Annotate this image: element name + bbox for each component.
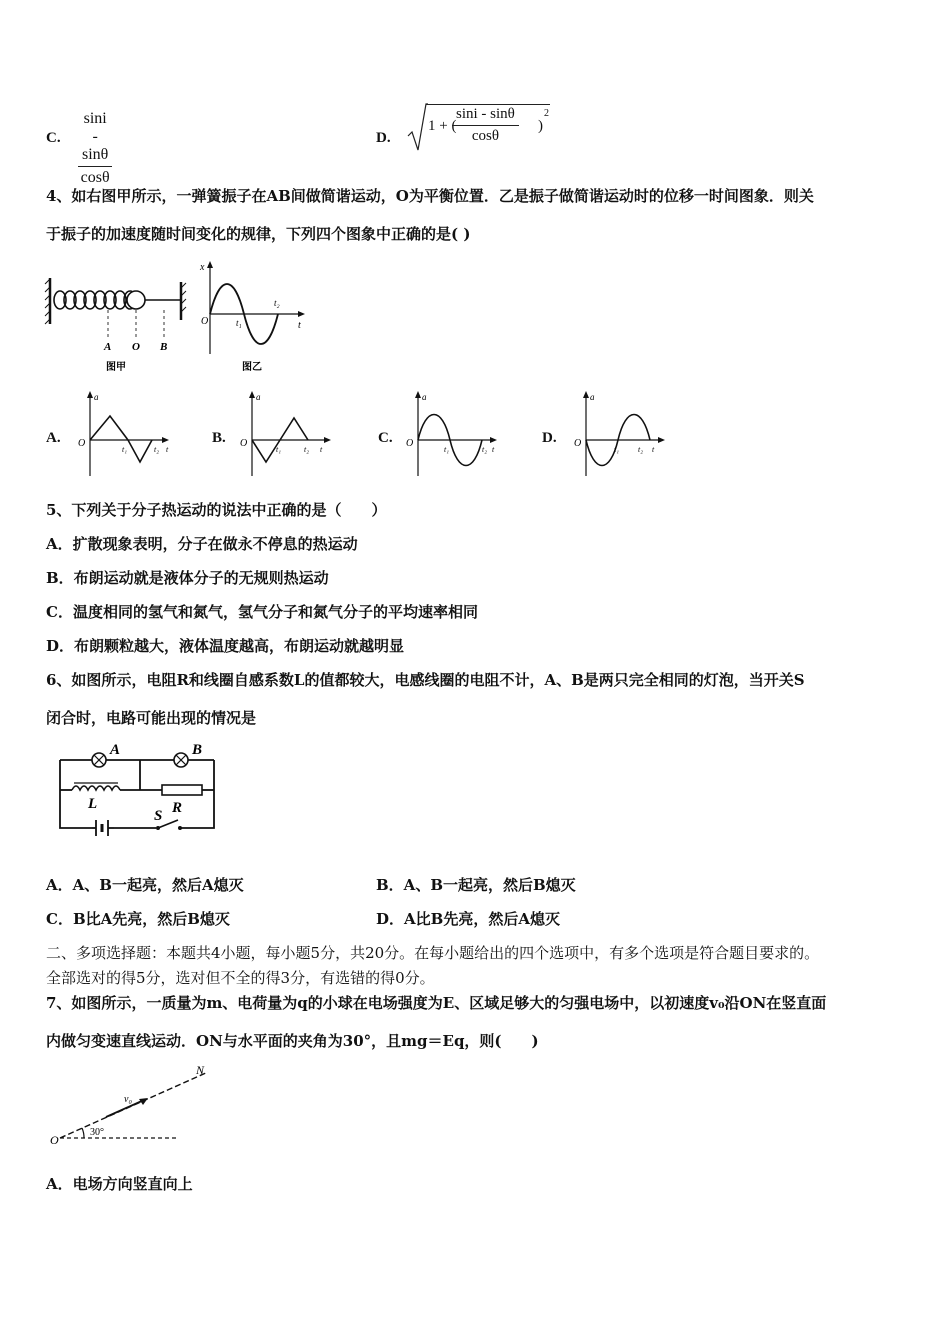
caption-jia: 图甲 — [106, 362, 126, 373]
q3-option-d[interactable] — [376, 102, 566, 158]
q7-option-a[interactable]: A．电场方向竖直向上 — [46, 1175, 193, 1193]
q4-stem-line1: 4、如右图甲所示，一弹簧振子在AB间做简谐运动，O为平衡位置．乙是振子做简谐运动时的位移一时间图象．则关 — [46, 187, 814, 205]
q6-circuit-figure — [52, 740, 222, 840]
q5-option-a[interactable]: A．扩散现象表明，分子在做永不停息的热运动 — [46, 535, 358, 553]
arrow-icon — [298, 311, 305, 317]
numerator: sini - sinθ — [452, 106, 519, 126]
q5-option-d[interactable]: D．布朗颗粒越大，液体温度越高，布朗运动就越明显 — [46, 637, 405, 655]
label-r: R — [172, 800, 183, 816]
option-letter: C. — [46, 130, 61, 146]
t2-label: t₂ — [638, 445, 644, 454]
label-a: A — [104, 341, 112, 353]
axis-a-label: a — [422, 392, 427, 402]
arrow-icon — [324, 437, 331, 443]
q5-option-b[interactable]: B．布朗运动就是液体分子的无规则热运动 — [46, 569, 329, 587]
axis-a-label: a — [94, 392, 99, 402]
t1-label: t₁ — [122, 445, 128, 454]
t1-label: t₁ — [236, 318, 242, 328]
arrow-icon — [658, 437, 665, 443]
arrow-icon — [207, 261, 213, 268]
a-t-graph-d — [570, 388, 670, 480]
label-n: N — [196, 1063, 205, 1077]
t-label: t — [320, 445, 323, 454]
t1-label: t₁ — [444, 445, 450, 454]
t-label: t — [166, 445, 169, 454]
option-letter: D. — [542, 430, 557, 446]
arrow-icon — [162, 437, 169, 443]
oscillator-ball — [127, 291, 145, 309]
battery-icon — [92, 820, 114, 836]
label-angle: 30° — [90, 1127, 104, 1138]
denominator: cosθ — [80, 169, 110, 186]
denominator: cosθ — [471, 128, 500, 144]
bulb-a-icon — [92, 753, 106, 767]
option-letter: D. — [376, 130, 391, 146]
sqrt-bar — [426, 104, 550, 105]
q4-stem-line2: 于振子的加速度随时间变化的规律，下列四个图象中正确的是( ) — [46, 225, 471, 243]
label-b: B — [192, 742, 203, 758]
a-t-graph-b — [236, 388, 336, 480]
axis-origin-label: O — [574, 438, 582, 449]
a-t-graph-c — [402, 388, 502, 480]
fraction — [452, 106, 519, 145]
q5-option-c[interactable]: C．温度相同的氢气和氮气，氢气分子和氮气分子的平均速率相同 — [46, 603, 478, 621]
t2-label: t₂ — [274, 298, 280, 308]
numerator: sini - sinθ — [78, 110, 112, 167]
label-v0: v₀ — [124, 1094, 132, 1105]
q6-stem-line1: 6、如图所示，电阻R和线圈自感系数L的值都较大，电感线圈的电阻不计，A、B是两只完全相同的灯泡，当开关S — [46, 671, 805, 689]
arrow-icon — [490, 437, 497, 443]
position-guides — [108, 310, 164, 340]
section2-heading-line2: 全部选对的得5分，选对但不全的得3分，有选错的得0分。 — [46, 969, 435, 987]
axis-a-label: a — [256, 392, 261, 402]
option-letter: B. — [212, 430, 226, 446]
arrow-icon — [415, 391, 421, 398]
section2-heading-line1: 二、多项选择题：本题共4小题，每小题5分，共20分。在每小题给出的四个选项中，有多个选项是符合题目要求的。 — [46, 944, 820, 962]
label-l: L — [88, 796, 98, 812]
q4-figure-yi — [196, 258, 312, 378]
option-letter: C. — [378, 430, 393, 446]
q4-option-c[interactable] — [378, 388, 508, 480]
q6-option-a[interactable]: A．A、B一起亮，然后A熄灭 — [46, 876, 244, 894]
q4-option-d[interactable] — [542, 388, 672, 480]
t-label: t — [492, 445, 495, 454]
resistor-icon — [162, 785, 202, 795]
q4-option-a[interactable] — [46, 388, 176, 480]
arrow-icon — [583, 391, 589, 398]
fraction — [78, 110, 112, 187]
label-b: B — [160, 341, 168, 353]
q6-option-c[interactable]: C．B比A先亮，然后B熄灭 — [46, 910, 230, 928]
arrow-icon — [249, 391, 255, 398]
q6-option-b[interactable]: B．A、B一起亮，然后B熄灭 — [376, 876, 576, 894]
t2-label: t₂ — [154, 445, 160, 454]
axis-origin-label: O — [201, 316, 209, 327]
angle-arc — [82, 1128, 84, 1138]
inductor-icon — [72, 786, 120, 790]
axis-origin-label: O — [406, 438, 414, 449]
t2-label: t₂ — [482, 445, 488, 454]
sqrt-prefix: 1 + ( — [428, 118, 457, 134]
t2-label: t₂ — [304, 445, 310, 454]
t-label: t — [652, 445, 655, 454]
label-s: S — [154, 808, 163, 824]
q4-option-b[interactable] — [212, 388, 342, 480]
spring-icon — [54, 291, 136, 309]
axis-t-label: t — [298, 320, 301, 331]
axis-origin-label: O — [78, 438, 86, 449]
t1-label: t₁ — [614, 445, 620, 454]
axis-a-label: a — [590, 392, 595, 402]
label-o: O — [50, 1133, 59, 1147]
waveform — [90, 416, 152, 462]
q6-stem-line2: 闭合时，电路可能出现的情况是 — [46, 709, 257, 727]
t1-label: t₁ — [276, 445, 282, 454]
arrow-icon — [87, 391, 93, 398]
axis-x-label: x — [200, 262, 205, 273]
q7-figure — [48, 1060, 228, 1150]
q6-option-d[interactable]: D．A比B先亮，然后A熄灭 — [376, 910, 560, 928]
label-o: O — [132, 341, 140, 353]
q4-figure-jia — [44, 260, 194, 378]
q5-stem: 5、下列关于分子热运动的说法中正确的是（ ） — [46, 501, 387, 519]
label-a: A — [110, 742, 121, 758]
q7-stem-line2: 内做匀变速直线运动．ON与水平面的夹角为30°，且mg＝Eq，则( ) — [46, 1032, 539, 1050]
option-letter: A. — [46, 430, 61, 446]
sqrt-suffix: ) — [538, 118, 543, 134]
q7-stem-line1: 7、如图所示，一质量为m、电荷量为q的小球在电场强度为E、区域足够大的匀强电场中，以初速度v₀沿ON在竖直面 — [46, 994, 827, 1012]
bulb-b-icon — [174, 753, 188, 767]
axis-origin-label: O — [240, 438, 248, 449]
exponent: 2 — [544, 108, 549, 119]
sqrt-sign-icon — [406, 102, 428, 154]
caption-yi: 图乙 — [242, 362, 262, 373]
a-t-graph-a — [74, 388, 174, 480]
